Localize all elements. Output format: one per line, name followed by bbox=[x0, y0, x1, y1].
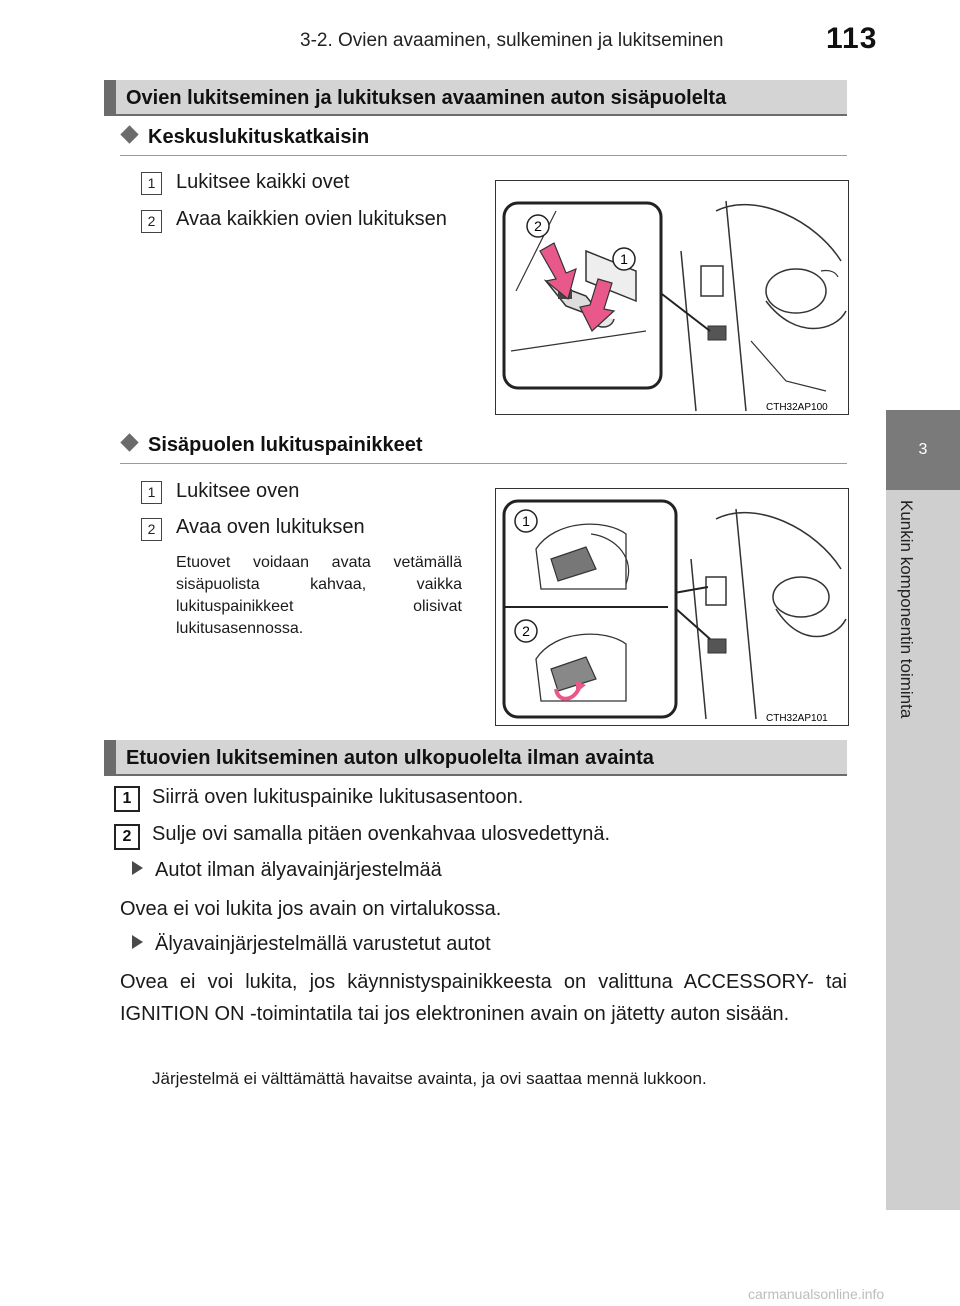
section-heading-interior-locking: Ovien lukitseminen ja lukituksen avaaminen auton sisäpuolelta bbox=[104, 80, 847, 116]
item-number: 1 bbox=[141, 172, 162, 195]
triangle-bullet-icon bbox=[132, 935, 143, 949]
item-number: 1 bbox=[141, 481, 162, 504]
triangle-bullet-icon bbox=[132, 861, 143, 875]
subheading-rule bbox=[120, 155, 847, 156]
step-text: Siirrä oven lukituspainike lukitusasentoon. bbox=[152, 786, 524, 808]
callout-1: 1 bbox=[522, 513, 530, 529]
subheading-inside-lock-buttons bbox=[120, 434, 423, 457]
step-text: Sulje ovi samalla pitäen ovenkahvaa ulosvedettynä. bbox=[152, 823, 611, 845]
site-watermark: carmanualsonline.info bbox=[748, 1286, 885, 1302]
diamond-bullet-icon bbox=[120, 125, 138, 143]
figure-code: CTH32AP100 bbox=[766, 402, 828, 413]
section-rule bbox=[104, 114, 847, 116]
case-text: Ovea ei voi lukita, jos käynnistyspainikkeesta on valittuna ACCESSORY- tai IGNITION ON -toimintatila tai jos elektroninen avain on jätetty auton sisään. bbox=[120, 971, 847, 1025]
chapter-tab-label bbox=[896, 500, 922, 790]
section-heading-exterior-locking: Etuovien lukitseminen auton ulkopuolelta ilman avainta bbox=[104, 740, 847, 776]
chapter-tab-label-text: Kunkin komponentin toiminta bbox=[897, 500, 916, 719]
item-number: 2 bbox=[141, 210, 162, 233]
item-text: Avaa oven lukituksen bbox=[176, 516, 365, 538]
note-text: Etuovet voidaan avata vetämällä sisäpuolista kahvaa, vaikka lukituspainikkeet olisivat lukitusasennossa. bbox=[176, 554, 462, 637]
case-heading-text: Autot ilman älyavainjärjestelmää bbox=[155, 859, 442, 881]
step-number: 2 bbox=[114, 824, 140, 850]
diamond-bullet-icon bbox=[120, 433, 138, 451]
note-text: Järjestelmä ei välttämättä havaitse avainta, ja ovi saattaa mennä lukkoon. bbox=[152, 1069, 707, 1088]
case-heading-smart-key bbox=[132, 933, 491, 956]
item-text: Lukitsee oven bbox=[176, 480, 300, 502]
illustration-door-panel-switch bbox=[496, 181, 848, 414]
figure-code: CTH32AP101 bbox=[766, 713, 828, 724]
subheading-central-lock-switch bbox=[120, 126, 369, 149]
item-text: Avaa kaikkien ovien lukituksen bbox=[176, 208, 447, 230]
item-text: Lukitsee kaikki ovet bbox=[176, 171, 350, 193]
page-number: 113 bbox=[826, 22, 878, 55]
illustration-door-lock-knob bbox=[496, 489, 848, 725]
callout-1: 1 bbox=[620, 251, 628, 267]
figure-central-lock-switch bbox=[495, 180, 849, 415]
subheading-text: Sisäpuolen lukituspainikkeet bbox=[148, 434, 423, 456]
step-number: 1 bbox=[114, 786, 140, 812]
subheading-rule bbox=[120, 463, 847, 464]
subheading-text: Keskuslukituskatkaisin bbox=[148, 126, 370, 148]
item-number: 2 bbox=[141, 518, 162, 541]
figure-inside-lock-buttons bbox=[495, 488, 849, 726]
running-header: 3-2. Ovien avaaminen, sulkeminen ja lukitseminen bbox=[300, 30, 724, 51]
section-rule bbox=[104, 774, 847, 776]
callout-2: 2 bbox=[522, 623, 530, 639]
case-text: Ovea ei voi lukita jos avain on virtalukossa. bbox=[120, 898, 502, 920]
case-heading-text: Älyavainjärjestelmällä varustetut autot bbox=[155, 933, 491, 955]
chapter-tab-number: 3 bbox=[886, 410, 960, 490]
callout-2: 2 bbox=[534, 218, 542, 234]
case-heading-no-smart-key bbox=[132, 859, 442, 882]
